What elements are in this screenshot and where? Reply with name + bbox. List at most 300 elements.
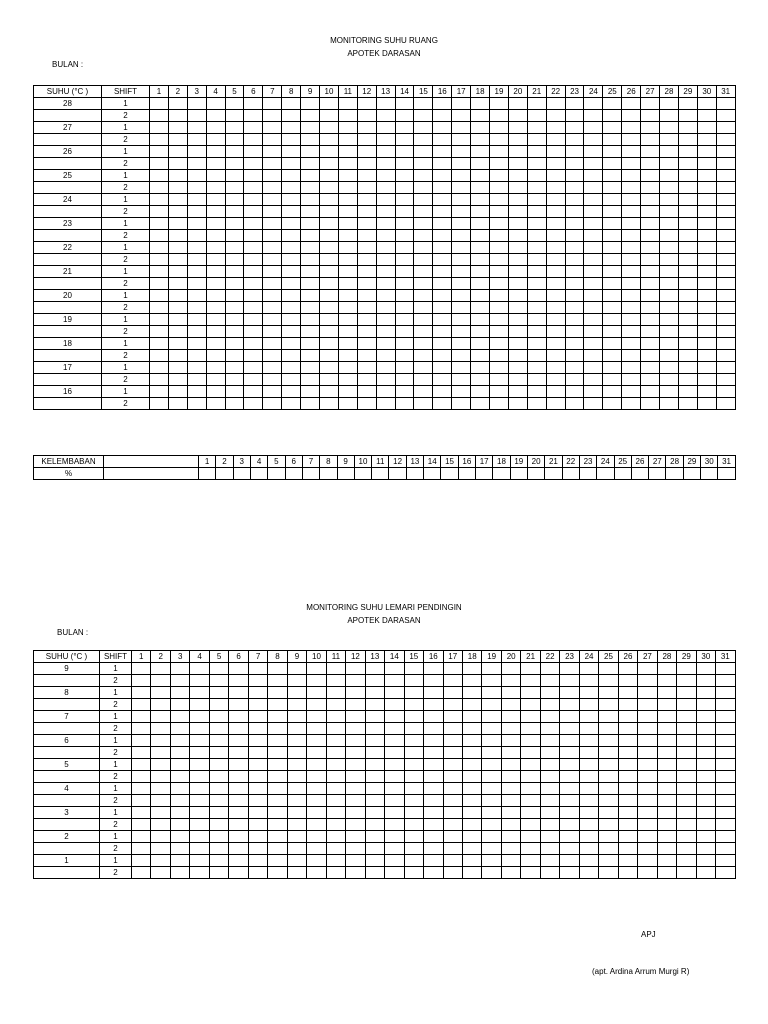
- entry-cell[interactable]: [385, 843, 404, 855]
- entry-cell[interactable]: [641, 218, 660, 230]
- entry-cell[interactable]: [301, 278, 320, 290]
- entry-cell[interactable]: [385, 747, 404, 759]
- entry-cell[interactable]: [638, 735, 657, 747]
- entry-cell[interactable]: [501, 675, 520, 687]
- entry-cell[interactable]: [225, 98, 244, 110]
- entry-cell[interactable]: [579, 723, 598, 735]
- entry-cell[interactable]: [584, 218, 603, 230]
- entry-cell[interactable]: [622, 98, 641, 110]
- entry-cell[interactable]: [584, 266, 603, 278]
- entry-cell[interactable]: [187, 146, 206, 158]
- entry-cell[interactable]: [716, 855, 735, 867]
- entry-cell[interactable]: [320, 362, 339, 374]
- entry-cell[interactable]: [638, 687, 657, 699]
- entry-cell[interactable]: [697, 266, 716, 278]
- entry-cell[interactable]: [151, 759, 170, 771]
- entry-cell[interactable]: [546, 290, 565, 302]
- entry-cell[interactable]: [132, 675, 151, 687]
- entry-cell[interactable]: [225, 110, 244, 122]
- entry-cell[interactable]: [521, 819, 540, 831]
- entry-cell[interactable]: [565, 314, 584, 326]
- entry-cell[interactable]: [248, 819, 267, 831]
- entry-cell[interactable]: [244, 326, 263, 338]
- entry-cell[interactable]: [206, 314, 225, 326]
- entry-cell[interactable]: [168, 230, 187, 242]
- entry-cell[interactable]: [282, 266, 301, 278]
- entry-cell[interactable]: [150, 242, 169, 254]
- entry-cell[interactable]: [190, 783, 209, 795]
- entry-cell[interactable]: [452, 290, 471, 302]
- entry-cell[interactable]: [404, 867, 423, 879]
- entry-cell[interactable]: [209, 807, 228, 819]
- entry-cell[interactable]: [527, 194, 546, 206]
- entry-cell[interactable]: [225, 338, 244, 350]
- entry-cell[interactable]: [301, 398, 320, 410]
- entry-cell[interactable]: [678, 290, 697, 302]
- entry-cell[interactable]: [395, 362, 414, 374]
- entry-cell[interactable]: [716, 278, 735, 290]
- entry-cell[interactable]: [170, 855, 189, 867]
- entry-cell[interactable]: [357, 158, 376, 170]
- entry-cell[interactable]: [546, 242, 565, 254]
- entry-cell[interactable]: [599, 735, 618, 747]
- entry-cell[interactable]: [301, 182, 320, 194]
- entry-cell[interactable]: [696, 735, 715, 747]
- entry-cell[interactable]: [657, 783, 676, 795]
- entry-cell[interactable]: [579, 759, 598, 771]
- entry-cell[interactable]: [346, 783, 365, 795]
- entry-cell[interactable]: [443, 771, 462, 783]
- entry-cell[interactable]: [151, 855, 170, 867]
- entry-cell[interactable]: [404, 855, 423, 867]
- entry-cell[interactable]: [225, 398, 244, 410]
- entry-cell[interactable]: [622, 266, 641, 278]
- entry-cell[interactable]: [560, 867, 579, 879]
- entry-cell[interactable]: [206, 386, 225, 398]
- entry-cell[interactable]: [229, 675, 248, 687]
- entry-cell[interactable]: [599, 747, 618, 759]
- entry-cell[interactable]: [508, 134, 527, 146]
- entry-cell[interactable]: [565, 350, 584, 362]
- entry-cell[interactable]: [678, 98, 697, 110]
- entry-cell[interactable]: [229, 723, 248, 735]
- entry-cell[interactable]: [385, 831, 404, 843]
- entry-cell[interactable]: [229, 843, 248, 855]
- entry-cell[interactable]: [614, 468, 631, 480]
- entry-cell[interactable]: [666, 468, 683, 480]
- entry-cell[interactable]: [603, 302, 622, 314]
- entry-cell[interactable]: [229, 771, 248, 783]
- entry-cell[interactable]: [338, 146, 357, 158]
- entry-cell[interactable]: [150, 254, 169, 266]
- entry-cell[interactable]: [282, 182, 301, 194]
- entry-cell[interactable]: [168, 374, 187, 386]
- entry-cell[interactable]: [716, 158, 735, 170]
- entry-cell[interactable]: [660, 146, 679, 158]
- entry-cell[interactable]: [716, 374, 735, 386]
- entry-cell[interactable]: [187, 326, 206, 338]
- entry-cell[interactable]: [443, 687, 462, 699]
- entry-cell[interactable]: [365, 699, 384, 711]
- entry-cell[interactable]: [206, 266, 225, 278]
- entry-cell[interactable]: [206, 182, 225, 194]
- entry-cell[interactable]: [248, 663, 267, 675]
- entry-cell[interactable]: [678, 158, 697, 170]
- entry-cell[interactable]: [244, 338, 263, 350]
- entry-cell[interactable]: [501, 711, 520, 723]
- entry-cell[interactable]: [657, 723, 676, 735]
- entry-cell[interactable]: [433, 314, 452, 326]
- entry-cell[interactable]: [365, 747, 384, 759]
- entry-cell[interactable]: [282, 194, 301, 206]
- entry-cell[interactable]: [424, 843, 443, 855]
- entry-cell[interactable]: [229, 759, 248, 771]
- entry-cell[interactable]: [599, 699, 618, 711]
- entry-cell[interactable]: [132, 759, 151, 771]
- entry-cell[interactable]: [482, 759, 501, 771]
- entry-cell[interactable]: [678, 218, 697, 230]
- entry-cell[interactable]: [150, 158, 169, 170]
- entry-cell[interactable]: [357, 314, 376, 326]
- entry-cell[interactable]: [482, 819, 501, 831]
- entry-cell[interactable]: [716, 206, 735, 218]
- entry-cell[interactable]: [696, 663, 715, 675]
- entry-cell[interactable]: [346, 795, 365, 807]
- entry-cell[interactable]: [395, 110, 414, 122]
- entry-cell[interactable]: [346, 855, 365, 867]
- entry-cell[interactable]: [170, 723, 189, 735]
- entry-cell[interactable]: [263, 350, 282, 362]
- entry-cell[interactable]: [490, 110, 509, 122]
- entry-cell[interactable]: [657, 663, 676, 675]
- entry-cell[interactable]: [433, 242, 452, 254]
- entry-cell[interactable]: [338, 338, 357, 350]
- entry-cell[interactable]: [151, 675, 170, 687]
- entry-cell[interactable]: [660, 290, 679, 302]
- entry-cell[interactable]: [326, 783, 345, 795]
- entry-cell[interactable]: [320, 98, 339, 110]
- entry-cell[interactable]: [385, 735, 404, 747]
- entry-cell[interactable]: [326, 771, 345, 783]
- entry-cell[interactable]: [206, 110, 225, 122]
- entry-cell[interactable]: [376, 398, 395, 410]
- entry-cell[interactable]: [678, 350, 697, 362]
- entry-cell[interactable]: [433, 254, 452, 266]
- entry-cell[interactable]: [482, 735, 501, 747]
- entry-cell[interactable]: [638, 723, 657, 735]
- entry-cell[interactable]: [263, 374, 282, 386]
- entry-cell[interactable]: [660, 374, 679, 386]
- entry-cell[interactable]: [346, 807, 365, 819]
- entry-cell[interactable]: [187, 110, 206, 122]
- entry-cell[interactable]: [603, 386, 622, 398]
- entry-cell[interactable]: [268, 783, 287, 795]
- entry-cell[interactable]: [338, 314, 357, 326]
- entry-cell[interactable]: [677, 723, 696, 735]
- entry-cell[interactable]: [462, 771, 481, 783]
- entry-cell[interactable]: [716, 759, 735, 771]
- entry-cell[interactable]: [622, 362, 641, 374]
- entry-cell[interactable]: [452, 278, 471, 290]
- entry-cell[interactable]: [678, 362, 697, 374]
- entry-cell[interactable]: [452, 206, 471, 218]
- entry-cell[interactable]: [376, 146, 395, 158]
- entry-cell[interactable]: [696, 687, 715, 699]
- entry-cell[interactable]: [268, 699, 287, 711]
- entry-cell[interactable]: [404, 711, 423, 723]
- entry-cell[interactable]: [579, 807, 598, 819]
- entry-cell[interactable]: [716, 350, 735, 362]
- entry-cell[interactable]: [490, 362, 509, 374]
- entry-cell[interactable]: [565, 302, 584, 314]
- entry-cell[interactable]: [268, 735, 287, 747]
- entry-cell[interactable]: [414, 170, 433, 182]
- entry-cell[interactable]: [618, 795, 637, 807]
- entry-cell[interactable]: [508, 398, 527, 410]
- entry-cell[interactable]: [170, 843, 189, 855]
- entry-cell[interactable]: [622, 374, 641, 386]
- entry-cell[interactable]: [471, 314, 490, 326]
- entry-cell[interactable]: [527, 230, 546, 242]
- entry-cell[interactable]: [697, 386, 716, 398]
- entry-cell[interactable]: [338, 302, 357, 314]
- entry-cell[interactable]: [622, 134, 641, 146]
- entry-cell[interactable]: [357, 206, 376, 218]
- entry-cell[interactable]: [678, 302, 697, 314]
- entry-cell[interactable]: [326, 675, 345, 687]
- entry-cell[interactable]: [365, 783, 384, 795]
- entry-cell[interactable]: [365, 735, 384, 747]
- entry-cell[interactable]: [150, 362, 169, 374]
- entry-cell[interactable]: [206, 374, 225, 386]
- entry-cell[interactable]: [603, 170, 622, 182]
- entry-cell[interactable]: [307, 819, 326, 831]
- entry-cell[interactable]: [716, 386, 735, 398]
- entry-cell[interactable]: [599, 855, 618, 867]
- entry-cell[interactable]: [209, 867, 228, 879]
- entry-cell[interactable]: [287, 723, 306, 735]
- entry-cell[interactable]: [618, 687, 637, 699]
- entry-cell[interactable]: [263, 206, 282, 218]
- entry-cell[interactable]: [603, 218, 622, 230]
- entry-cell[interactable]: [660, 182, 679, 194]
- entry-cell[interactable]: [527, 374, 546, 386]
- entry-cell[interactable]: [263, 290, 282, 302]
- entry-cell[interactable]: [168, 122, 187, 134]
- entry-cell[interactable]: [660, 206, 679, 218]
- entry-cell[interactable]: [546, 110, 565, 122]
- entry-cell[interactable]: [301, 170, 320, 182]
- entry-cell[interactable]: [263, 110, 282, 122]
- entry-cell[interactable]: [433, 206, 452, 218]
- entry-cell[interactable]: [697, 254, 716, 266]
- entry-cell[interactable]: [268, 843, 287, 855]
- entry-cell[interactable]: [527, 350, 546, 362]
- entry-cell[interactable]: [346, 711, 365, 723]
- entry-cell[interactable]: [233, 468, 250, 480]
- entry-cell[interactable]: [244, 278, 263, 290]
- entry-cell[interactable]: [320, 350, 339, 362]
- entry-cell[interactable]: [357, 146, 376, 158]
- entry-cell[interactable]: [641, 362, 660, 374]
- entry-cell[interactable]: [190, 843, 209, 855]
- entry-cell[interactable]: [471, 290, 490, 302]
- entry-cell[interactable]: [320, 374, 339, 386]
- entry-cell[interactable]: [365, 807, 384, 819]
- entry-cell[interactable]: [320, 134, 339, 146]
- entry-cell[interactable]: [326, 819, 345, 831]
- entry-cell[interactable]: [471, 350, 490, 362]
- entry-cell[interactable]: [618, 819, 637, 831]
- entry-cell[interactable]: [660, 194, 679, 206]
- entry-cell[interactable]: [508, 206, 527, 218]
- entry-cell[interactable]: [716, 146, 735, 158]
- entry-cell[interactable]: [678, 338, 697, 350]
- entry-cell[interactable]: [357, 398, 376, 410]
- entry-cell[interactable]: [326, 759, 345, 771]
- entry-cell[interactable]: [206, 134, 225, 146]
- entry-cell[interactable]: [287, 843, 306, 855]
- entry-cell[interactable]: [618, 807, 637, 819]
- entry-cell[interactable]: [209, 735, 228, 747]
- entry-cell[interactable]: [521, 867, 540, 879]
- entry-cell[interactable]: [132, 699, 151, 711]
- entry-cell[interactable]: [579, 747, 598, 759]
- entry-cell[interactable]: [660, 98, 679, 110]
- entry-cell[interactable]: [641, 290, 660, 302]
- entry-cell[interactable]: [357, 122, 376, 134]
- entry-cell[interactable]: [248, 699, 267, 711]
- entry-cell[interactable]: [716, 290, 735, 302]
- entry-cell[interactable]: [697, 98, 716, 110]
- entry-cell[interactable]: [282, 170, 301, 182]
- entry-cell[interactable]: [716, 723, 735, 735]
- entry-cell[interactable]: [678, 194, 697, 206]
- entry-cell[interactable]: [657, 747, 676, 759]
- entry-cell[interactable]: [677, 759, 696, 771]
- entry-cell[interactable]: [677, 675, 696, 687]
- entry-cell[interactable]: [490, 338, 509, 350]
- entry-cell[interactable]: [622, 218, 641, 230]
- entry-cell[interactable]: [365, 675, 384, 687]
- entry-cell[interactable]: [248, 675, 267, 687]
- entry-cell[interactable]: [187, 374, 206, 386]
- entry-cell[interactable]: [618, 855, 637, 867]
- entry-cell[interactable]: [357, 278, 376, 290]
- entry-cell[interactable]: [657, 735, 676, 747]
- entry-cell[interactable]: [320, 386, 339, 398]
- entry-cell[interactable]: [187, 290, 206, 302]
- entry-cell[interactable]: [424, 663, 443, 675]
- entry-cell[interactable]: [443, 759, 462, 771]
- entry-cell[interactable]: [414, 98, 433, 110]
- entry-cell[interactable]: [618, 771, 637, 783]
- entry-cell[interactable]: [199, 468, 216, 480]
- entry-cell[interactable]: [584, 290, 603, 302]
- entry-cell[interactable]: [678, 206, 697, 218]
- entry-cell[interactable]: [365, 867, 384, 879]
- entry-cell[interactable]: [170, 675, 189, 687]
- entry-cell[interactable]: [263, 326, 282, 338]
- entry-cell[interactable]: [641, 314, 660, 326]
- entry-cell[interactable]: [433, 218, 452, 230]
- entry-cell[interactable]: [263, 398, 282, 410]
- entry-cell[interactable]: [248, 771, 267, 783]
- entry-cell[interactable]: [716, 771, 735, 783]
- entry-cell[interactable]: [187, 254, 206, 266]
- entry-cell[interactable]: [521, 795, 540, 807]
- entry-cell[interactable]: [657, 819, 676, 831]
- entry-cell[interactable]: [389, 468, 406, 480]
- entry-cell[interactable]: [579, 687, 598, 699]
- entry-cell[interactable]: [346, 843, 365, 855]
- entry-cell[interactable]: [170, 699, 189, 711]
- entry-cell[interactable]: [641, 326, 660, 338]
- entry-cell[interactable]: [287, 819, 306, 831]
- entry-cell[interactable]: [458, 468, 475, 480]
- entry-cell[interactable]: [452, 398, 471, 410]
- entry-cell[interactable]: [482, 771, 501, 783]
- entry-cell[interactable]: [150, 290, 169, 302]
- entry-cell[interactable]: [301, 146, 320, 158]
- entry-cell[interactable]: [716, 807, 735, 819]
- entry-cell[interactable]: [248, 843, 267, 855]
- entry-cell[interactable]: [285, 468, 302, 480]
- entry-cell[interactable]: [150, 374, 169, 386]
- entry-cell[interactable]: [660, 110, 679, 122]
- entry-cell[interactable]: [301, 386, 320, 398]
- entry-cell[interactable]: [482, 843, 501, 855]
- entry-cell[interactable]: [376, 266, 395, 278]
- entry-cell[interactable]: [395, 350, 414, 362]
- entry-cell[interactable]: [579, 468, 596, 480]
- entry-cell[interactable]: [229, 687, 248, 699]
- entry-cell[interactable]: [424, 795, 443, 807]
- entry-cell[interactable]: [209, 843, 228, 855]
- entry-cell[interactable]: [132, 819, 151, 831]
- entry-cell[interactable]: [622, 350, 641, 362]
- entry-cell[interactable]: [599, 867, 618, 879]
- entry-cell[interactable]: [282, 206, 301, 218]
- entry-cell[interactable]: [320, 468, 337, 480]
- entry-cell[interactable]: [414, 314, 433, 326]
- entry-cell[interactable]: [307, 747, 326, 759]
- entry-cell[interactable]: [365, 759, 384, 771]
- entry-cell[interactable]: [678, 134, 697, 146]
- entry-cell[interactable]: [151, 819, 170, 831]
- entry-cell[interactable]: [357, 290, 376, 302]
- entry-cell[interactable]: [326, 855, 345, 867]
- entry-cell[interactable]: [433, 278, 452, 290]
- entry-cell[interactable]: [641, 350, 660, 362]
- entry-cell[interactable]: [471, 110, 490, 122]
- entry-cell[interactable]: [641, 134, 660, 146]
- entry-cell[interactable]: [508, 302, 527, 314]
- entry-cell[interactable]: [482, 675, 501, 687]
- entry-cell[interactable]: [151, 771, 170, 783]
- entry-cell[interactable]: [599, 759, 618, 771]
- entry-cell[interactable]: [584, 122, 603, 134]
- entry-cell[interactable]: [641, 266, 660, 278]
- entry-cell[interactable]: [263, 386, 282, 398]
- entry-cell[interactable]: [263, 182, 282, 194]
- entry-cell[interactable]: [365, 819, 384, 831]
- entry-cell[interactable]: [603, 338, 622, 350]
- entry-cell[interactable]: [716, 362, 735, 374]
- entry-cell[interactable]: [320, 206, 339, 218]
- entry-cell[interactable]: [338, 230, 357, 242]
- entry-cell[interactable]: [452, 182, 471, 194]
